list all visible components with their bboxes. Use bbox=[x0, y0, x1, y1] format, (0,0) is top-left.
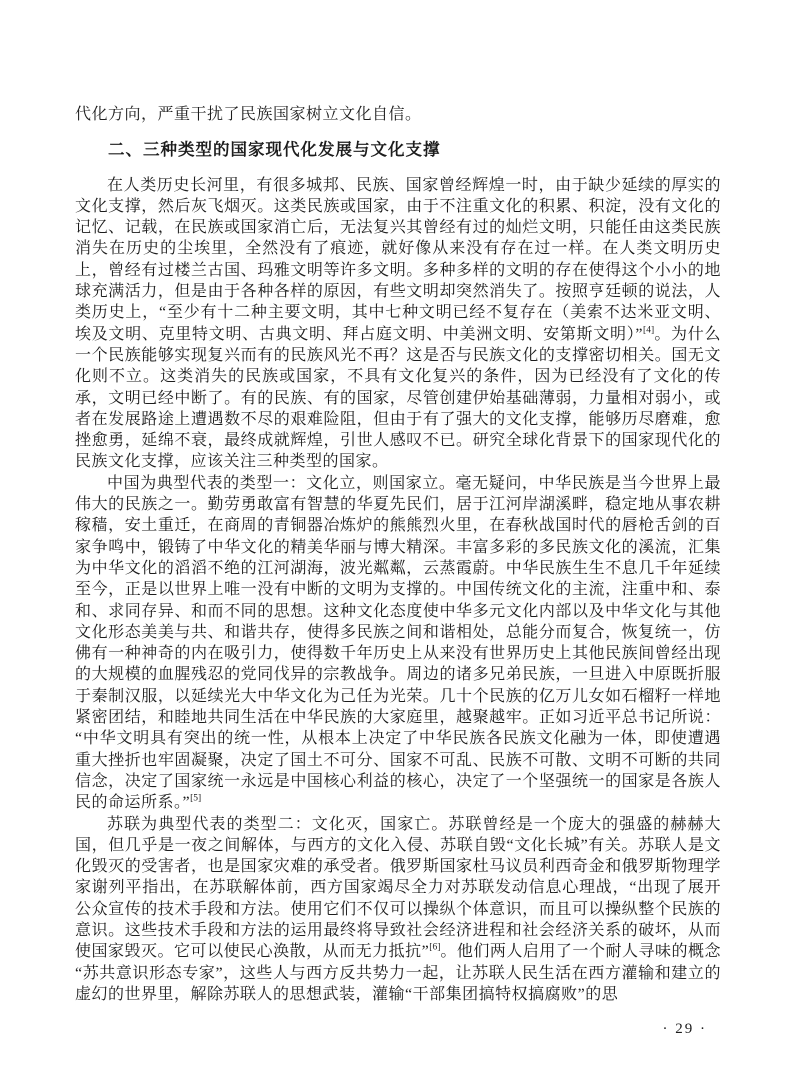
section-heading: 二、三种类型的国家现代化发展与文化支撑 bbox=[108, 141, 441, 160]
paragraphs-container bbox=[75, 175, 721, 1006]
body-paragraph: 在人类历史长河里，有很多城邦、民族、国家曾经辉煌一时，由于缺少延续的厚实的文化支撑，然后灰飞烟灭。这类民族或国家，由于不注重文化的积累、积淀，没有文化的记忆、记载，在民族或国家消亡后，无法复兴其曾经有过的灿烂文明，只能任由这类民族消失在历史的尘埃里，全然没有了痕迹，就好像从来没有存在过一样。在人类文明历史上，曾经有过楼兰古国、玛雅文明等许多文明。多种多样的文明的存在使得这个小小的地球充满活力，但是由于各种各样的原因，有些文明却突然消失了。按照亨廷顿的说法，人类历史上，“至少有十二种主要文明，其中七种文明已经不复存在（美索不达米亚文明、埃及文明、克里特文明、古典文明、拜占庭文明、中美洲文明、安第斯文明）”[4]。为什么一个民族能够实现复兴而有的民族风光不再？这是否与民族文化的支撑密切相关。国无文化则不立。这类消失的民族或国家，不具有文化复兴的条件，因为已经没有了文化的传承，文明已经中断了。有的民族、有的国家，尽管创建伊始基础薄弱，力量相对弱小，或者在发展路途上遭遇数不尽的艰难险阻，但由于有了强大的文化支撑，能够历尽磨难，愈挫愈勇，延绵不衰，最终成就辉煌，引世人感叹不已。研究全球化背景下的国家现代化的民族文化支撑，应该关注三种类型的国家。 bbox=[75, 176, 721, 471]
body-paragraph: 苏联为典型代表的类型二：文化灭，国家亡。苏联曾经是一个庞大的强盛的赫赫大国，但几乎是一夜之间解体，与西方的文化入侵、苏联自毁“文化长城”有关。苏联人是文化毁灭的受害者，也是国家灾难的承受者。俄罗斯国家杜马议员利西奇金和俄罗斯物理学家谢列平指出，在苏联解体前，西方国家竭尽全力对苏联发动信息心理战，“出现了展开公众宣传的技术手段和方法。使用它们不仅可以操纵个体意识，而且可以操纵整个民族的意识。这些技术手段和方法的运用最终将导致社会经济进程和社会经济关系的破坏，从而使国家毁灭。它可以使民心涣散，从而无力抵抗”[6]。他们两人启用了一个耐人寻味的概念“苏共意识形态专家”，这些人与西方反共势力一起，让苏联人民生活在西方灌输和建立的虚幻的世界里，解除苏联人的思想武装，灌输“干部集团搞特权搞腐败”的思 bbox=[75, 815, 721, 1003]
body-paragraph: 中国为典型代表的类型一：文化立，则国家立。毫无疑问，中华民族是当今世界上最伟大的民族之一。勤劳勇敢富有智慧的华夏先民们，居于江河岸湖溪畔，稳定地从事农耕稼穑，安土重迁，在商周的青铜器冶炼炉的熊熊烈火里，在春秋战国时代的唇枪舌剑的百家争鸣中，锻铸了中华文化的精美华丽与博大精深。丰富多彩的多民族文化的溪流，汇集为中华文化的滔滔不绝的江河湖海，波光粼粼，云蒸霞蔚。中华民族生生不息几千年延续至今，正是以世界上唯一没有中断的文明为支撑的。中国传统文化的主流，注重中和、泰和、求同存异、和而不同的思想。这种文化态度使中华多元文化内部以及中华文化与其他文化形态美美与共、和谐共存，使得多民族之间和谐相处，总能分而复合，恢复统一，仿佛有一种神奇的内在吸引力，使得数千年历史上从来没有世界历史上其他民族间曾经出现的大规模的血腥残忍的党同伐异的宗教战争。周边的诸多兄弟民族，一旦进入中原既折服于秦制汉服，以延续光大中华文化为己任为光荣。几十个民族的亿万儿女如石榴籽一样地紧密团结，和睦地共同生活在中华民族的大家庭里，越聚越牢。正如习近平总书记所说：“中华文明具有突出的统一性，从根本上决定了中华民族各民族文化融为一体，即使遭遇重大挫折也牢固凝聚，决定了国土不可分、国家不可乱、民族不可散、文明不可断的共同信念，决定了国家统一永远是中国核心利益的核心，决定了一个坚强统一的国家是各族人民的命运所系。”[5] bbox=[75, 474, 721, 812]
text-block bbox=[75, 104, 721, 1005]
paragraph-continuation: 代化方向，严重干扰了民族国家树立文化自信。 bbox=[75, 106, 422, 123]
page-number: · 29 · bbox=[662, 1021, 707, 1037]
footnote-ref: [4] bbox=[643, 325, 655, 336]
footnote-ref: [6] bbox=[429, 942, 441, 953]
footnote-ref: [5] bbox=[190, 793, 202, 804]
